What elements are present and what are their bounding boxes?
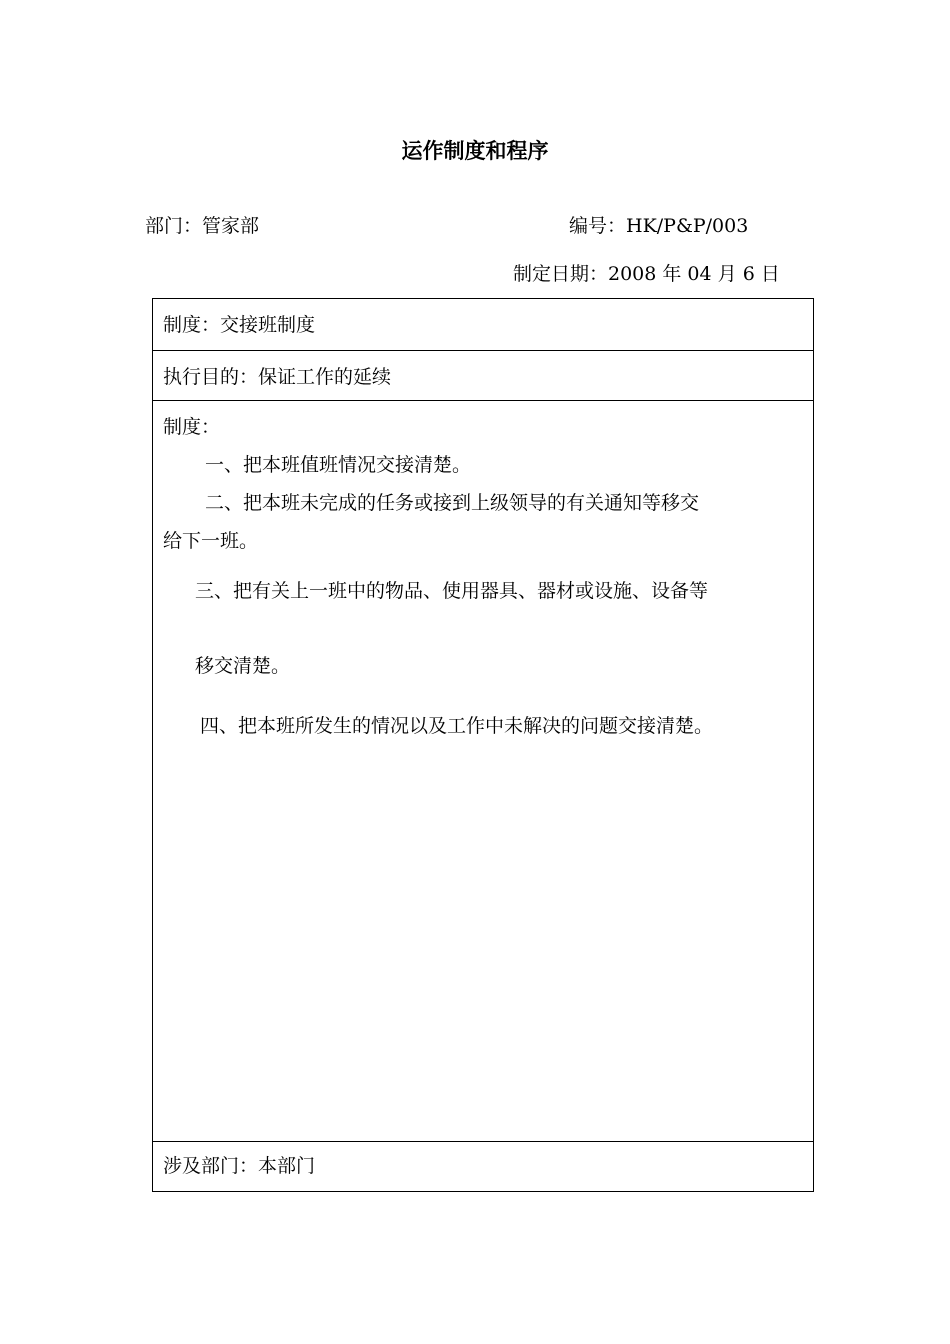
rule-1: 一、把本班值班情况交接清楚。 xyxy=(205,454,472,476)
document-code: 编号：HK/P&P/003 xyxy=(569,215,749,237)
row-rules xyxy=(153,401,813,1142)
rules-label: 制度： xyxy=(163,416,221,438)
issue-date: 制定日期：2008 年 04 月 6 日 xyxy=(513,263,780,285)
row-purpose xyxy=(153,351,813,401)
policy-table xyxy=(152,298,814,1192)
row-system xyxy=(153,299,813,351)
rule-4: 四、把本班所发生的情况以及工作中未解决的问题交接清楚。 xyxy=(200,715,714,737)
rule-2-line-2: 给下一班。 xyxy=(163,530,259,552)
rule-3-line-2: 移交清楚。 xyxy=(195,655,291,677)
document-title: 运作制度和程序 xyxy=(401,138,549,163)
involved-departments: 涉及部门：本部门 xyxy=(163,1155,316,1177)
rule-2-line-1: 二、把本班未完成的任务或接到上级领导的有关通知等移交 xyxy=(205,492,700,514)
row-involved xyxy=(153,1142,813,1191)
rule-3-line-1: 三、把有关上一班中的物品、使用器具、器材或设施、设备等 xyxy=(195,580,709,602)
department-label: 部门：管家部 xyxy=(145,215,260,237)
purpose-text: 执行目的：保证工作的延续 xyxy=(163,366,392,388)
system-name: 制度：交接班制度 xyxy=(163,314,316,336)
